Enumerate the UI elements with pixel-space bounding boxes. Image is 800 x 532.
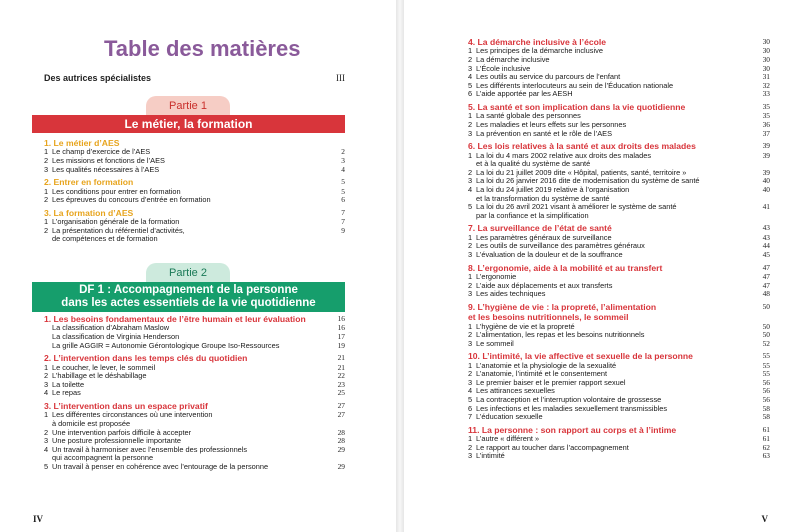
section-number: 3 — [468, 249, 473, 259]
section-page: 47 — [762, 271, 770, 281]
section-page: 58 — [762, 412, 770, 422]
section-page: 50 — [762, 321, 770, 331]
section-entry[interactable] — [468, 290, 770, 299]
section-number: 2 — [44, 195, 49, 205]
section-title: Les maladies et leurs effets sur les personnes — [476, 119, 627, 129]
section-page: 39 — [762, 150, 770, 160]
section-title: L’évaluation de la douleur et de la souffrance — [476, 249, 623, 259]
folio-left: IV — [33, 514, 44, 524]
chapter-entry[interactable] — [468, 302, 770, 323]
chapter-page: 43 — [762, 223, 770, 233]
section-page: 19 — [337, 340, 345, 350]
section-page: 29 — [337, 444, 345, 454]
section-title: L’intimité — [476, 451, 505, 461]
section-page: 27 — [337, 410, 345, 420]
section-page: 43 — [762, 232, 770, 242]
section-title: Les outils au service du parcours de l’enfant — [476, 72, 621, 82]
section-number: 2 — [468, 330, 473, 340]
section-title: Les outils de surveillance des paramètres généraux — [476, 241, 645, 251]
chapter-title: 3. La formation d’AES — [44, 207, 134, 218]
section-entry[interactable] — [44, 166, 345, 175]
section-page: 50 — [762, 330, 770, 340]
section-number: 1 — [44, 217, 49, 227]
section-entry[interactable] — [44, 372, 345, 381]
section-number: 1 — [468, 321, 473, 331]
section-title: La loi du 26 janvier 2016 dite de modernisation du système de santé — [476, 176, 700, 186]
left-page — [0, 0, 396, 532]
chapter-title: 4. La démarche inclusive à l’école — [468, 37, 607, 47]
chapter-title: 3. L’intervention dans un espace privatif — [44, 400, 208, 411]
section-title: L’anatomie et la physiologie de la sexualité — [476, 360, 617, 370]
section-number: 1 — [468, 271, 473, 281]
part2-tab: Partie 2 — [146, 263, 230, 283]
section-title: L’ergonomie — [476, 271, 517, 281]
section-number: 5 — [468, 80, 473, 90]
section-entry[interactable] — [44, 411, 345, 428]
section-entry[interactable] — [468, 186, 770, 203]
section-number: 3 — [44, 379, 49, 389]
chapter-page: 61 — [762, 424, 770, 434]
section-page: 37 — [762, 128, 770, 138]
section-number: 5 — [468, 395, 473, 405]
part2-toc — [44, 311, 345, 472]
section-title: L’autre « différent » — [476, 434, 540, 444]
section-title: La grille AGGIR = Autonomie Gérontologique Groupe Iso-Ressources — [52, 340, 280, 350]
section-entry[interactable] — [44, 227, 345, 244]
section-entry[interactable] — [468, 152, 770, 169]
section-page: 28 — [337, 436, 345, 446]
section-title: Le premier baiser et le premier rapport sexuel — [476, 377, 626, 387]
section-page: 55 — [762, 369, 770, 379]
chapter-title: 2. Entrer en formation — [44, 177, 134, 188]
section-title: L’anatomie, l’intimité et le consentement — [476, 369, 608, 379]
chapter-page: 50 — [762, 301, 770, 311]
chapter-entry[interactable] — [468, 141, 770, 151]
section-title: Les missions et fonctions de l’AES — [52, 156, 165, 165]
section-number: 2 — [468, 369, 473, 379]
chapter-page: 7 — [341, 207, 345, 217]
preface-page: III — [336, 73, 345, 83]
section-page: 39 — [762, 167, 770, 177]
section-title: L’alimentation, les repas et les besoins nutritionnels — [476, 330, 645, 340]
book-gutter — [396, 0, 404, 532]
section-page: 9 — [341, 225, 345, 235]
section-page: 29 — [337, 461, 345, 471]
section-page: 5 — [341, 186, 345, 196]
section-entry[interactable] — [44, 389, 345, 398]
section-number: 3 — [468, 63, 473, 73]
section-entry[interactable] — [468, 452, 770, 461]
section-title: La loi du 26 avril 2021 visant à améliorer le système de santé — [476, 202, 677, 212]
right-toc — [468, 34, 770, 461]
section-page: 55 — [762, 360, 770, 370]
section-number: 3 — [468, 289, 473, 299]
section-entry[interactable] — [44, 446, 345, 463]
preface-entry[interactable] — [44, 73, 345, 83]
chapter-page: 27 — [337, 400, 345, 410]
section-number: 4 — [468, 386, 473, 396]
section-number: 4 — [44, 444, 49, 454]
section-page: 3 — [341, 156, 345, 165]
section-number: 2 — [468, 241, 473, 251]
section-entry[interactable] — [468, 413, 770, 422]
section-title: L’éducation sexuelle — [476, 412, 543, 422]
section-page: 17 — [337, 332, 345, 341]
section-title: de compétences et de formation — [52, 234, 158, 244]
section-page: 23 — [337, 379, 345, 389]
section-title: par la confiance et la simplification — [476, 210, 589, 220]
chapter-page: 30 — [762, 37, 770, 46]
section-title: Les différentes circonstances où une intervention — [52, 410, 213, 420]
section-page: 25 — [337, 388, 345, 398]
section-title: La contraception et l’interruption volontaire de grossesse — [476, 395, 662, 405]
section-entry[interactable] — [44, 196, 345, 205]
section-number: 5 — [44, 461, 49, 471]
section-page: 36 — [762, 119, 770, 129]
section-title: et à la qualité du système de santé — [476, 159, 591, 169]
chapter-page: 5 — [341, 177, 345, 187]
right-page — [404, 0, 800, 532]
section-page: 44 — [762, 241, 770, 251]
section-page: 4 — [341, 164, 345, 174]
section-number: 2 — [44, 371, 49, 381]
section-title: Le champ d’exercice de l’AES — [52, 147, 151, 157]
section-page: 30 — [762, 46, 770, 56]
chapter-title-line2: et les besoins nutritionnels, le sommeil — [468, 312, 629, 323]
section-number: 1 — [468, 434, 473, 444]
section-page: 30 — [762, 55, 770, 64]
section-entry[interactable] — [44, 381, 345, 390]
chapter-title: 2. L’intervention dans les temps clés du quotidien — [44, 353, 248, 364]
part1-title: Le métier, la formation — [32, 115, 345, 133]
section-page: 41 — [762, 202, 770, 212]
section-number: 3 — [468, 451, 473, 461]
section-title: à domicile est proposée — [52, 418, 131, 428]
section-title: et la transformation du système de santé — [476, 193, 610, 203]
section-title: Un travail à harmoniser avec l’ensemble des professionnels — [52, 444, 248, 454]
section-title: La loi du 24 juillet 2019 relative à l’organisation — [476, 184, 630, 194]
section-title: La santé globale des personnes — [476, 111, 581, 121]
section-title: La classification de Virginia Henderson — [52, 332, 180, 341]
section-page: 40 — [762, 176, 770, 186]
section-title: Le coucher, le lever, le sommeil — [52, 362, 156, 372]
preface-label: Des autrices spécialistes — [44, 73, 152, 83]
section-title: Le rapport au toucher dans l’accompagnement — [476, 442, 629, 452]
section-page: 47 — [762, 280, 770, 290]
section-page: 40 — [762, 184, 770, 194]
chapter-page: 21 — [337, 353, 345, 363]
section-number: 1 — [468, 150, 473, 160]
section-entry[interactable] — [468, 90, 770, 99]
section-title: Les paramètres généraux de surveillance — [476, 232, 612, 242]
section-page: 21 — [337, 362, 345, 372]
section-title: Les principes de la démarche inclusive — [476, 46, 603, 56]
section-number: 6 — [468, 89, 473, 99]
part1-tab: Partie 1 — [146, 96, 230, 116]
section-title: Les épreuves du concours d’entrée en formation — [52, 195, 211, 205]
section-number: 1 — [44, 147, 49, 157]
section-title: L’aide aux déplacements et aux transferts — [476, 280, 613, 290]
section-title: Les différents interlocuteurs au sein de l’Éducation nationale — [476, 80, 674, 90]
section-title: L’organisation générale de la formation — [52, 217, 180, 227]
section-title: Un travail à penser en cohérence avec l’entourage de la personne — [52, 461, 269, 471]
section-number: 3 — [44, 164, 49, 174]
section-page: 61 — [762, 434, 770, 444]
chapter-title: 7. La surveillance de l’état de santé — [468, 223, 612, 234]
section-page: 28 — [337, 427, 345, 437]
section-entry[interactable] — [468, 251, 770, 260]
chapter-title: 1. Le métier d’AES — [44, 138, 120, 148]
section-number: 4 — [468, 184, 473, 194]
section-title: Une intervention parfois difficile à accepter — [52, 427, 192, 437]
section-entry[interactable] — [468, 444, 770, 453]
section-number: 2 — [44, 225, 49, 235]
section-page: 31 — [762, 72, 770, 82]
section-title: La démarche inclusive — [476, 55, 550, 64]
section-number: 3 — [44, 436, 49, 446]
section-title: L’hygiène de vie et la propreté — [476, 321, 575, 331]
section-page: 56 — [762, 377, 770, 387]
section-title: La toilette — [52, 379, 85, 389]
part2-title-line1: DF 1 : Accompagnement de la personne — [79, 284, 298, 296]
page-title: Table des matières — [104, 36, 301, 61]
chapter-page: 47 — [762, 262, 770, 272]
section-page: 30 — [762, 63, 770, 73]
section-page: 45 — [762, 249, 770, 259]
section-title: La loi du 4 mars 2002 relative aux droits des malades — [476, 150, 652, 160]
part1-toc — [44, 135, 345, 244]
chapter-page: 39 — [762, 141, 770, 151]
chapter-page: 16 — [337, 314, 345, 323]
chapter-title: 11. La personne : son rapport au corps et à l’intime — [468, 424, 677, 435]
section-title: Les qualités nécessaires à l’AES — [52, 164, 160, 174]
section-number: 1 — [468, 232, 473, 242]
section-title: L’habillage et le déshabillage — [52, 371, 147, 381]
section-title: Les conditions pour entrer en formation — [52, 186, 181, 196]
section-number: 2 — [468, 442, 473, 452]
section-page: 7 — [341, 217, 345, 227]
section-page: 52 — [762, 338, 770, 348]
section-title: Le repas — [52, 388, 81, 398]
section-page: 48 — [762, 289, 770, 299]
chapter-title: 6. Les lois relatives à la santé et aux droits des malades — [468, 141, 696, 152]
section-number: 2 — [468, 167, 473, 177]
section-number: 1 — [468, 46, 473, 56]
folio-right: V — [761, 514, 768, 524]
section-title: L’École inclusive — [476, 63, 531, 73]
chapter-page: 55 — [762, 351, 770, 361]
section-number: 2 — [468, 55, 473, 64]
section-title: La classification d’Abraham Maslow — [52, 323, 170, 333]
section-number: 4 — [468, 72, 473, 82]
section-number: 1 — [44, 362, 49, 372]
chapter-title: 9. L’hygiène de vie : la propreté, l’alimentation — [468, 301, 657, 312]
section-number: 6 — [468, 403, 473, 413]
section-number: 1 — [44, 186, 49, 196]
section-page: 22 — [337, 371, 345, 381]
section-title: Les attirances sexuelles — [476, 386, 555, 396]
section-title: Les aides techniques — [476, 289, 546, 299]
chapter-title: 5. La santé et son implication dans la vie quotidienne — [468, 101, 686, 112]
section-entry[interactable] — [468, 340, 770, 349]
section-entry[interactable] — [468, 130, 770, 139]
section-number: 2 — [468, 280, 473, 290]
section-title: La présentation du référentiel d’activités, — [52, 225, 185, 235]
section-title: La loi du 21 juillet 2009 dite « Hôpital, patients, santé, territoire » — [476, 167, 687, 177]
section-title: L’aide apportée par les AESH — [476, 89, 573, 99]
section-page: 63 — [762, 451, 770, 461]
section-number: 1 — [44, 410, 49, 420]
section-title: Les infections et les maladies sexuellement transmissibles — [476, 403, 668, 413]
section-number: 1 — [468, 360, 473, 370]
section-title: qui accompagnent la personne — [52, 453, 154, 463]
section-title: La prévention en santé et le rôle de l’AES — [476, 128, 612, 138]
section-number: 3 — [468, 128, 473, 138]
section-page: 56 — [762, 386, 770, 396]
section-number: 4 — [44, 388, 49, 398]
section-entry[interactable] — [468, 203, 770, 220]
section-title: Le sommeil — [476, 338, 514, 348]
section-page: 56 — [762, 395, 770, 405]
section-page: 35 — [762, 111, 770, 121]
part2-title-line2: dans les actes essentiels de la vie quotidienne — [61, 297, 316, 309]
chapter-page: 35 — [762, 101, 770, 111]
part2-title — [32, 282, 345, 312]
section-page: 32 — [762, 80, 770, 90]
section-page: 16 — [337, 323, 345, 333]
chapter-title: 8. L’ergonomie, aide à la mobilité et au transfert — [468, 262, 663, 273]
section-entry[interactable] — [44, 342, 345, 351]
section-page: 58 — [762, 403, 770, 413]
section-number: 3 — [468, 176, 473, 186]
section-title: Une posture professionnelle importante — [52, 436, 182, 446]
chapter-title: 1. Les besoins fondamentaux de l’être humain et leur évaluation — [44, 314, 306, 324]
section-number: 2 — [468, 119, 473, 129]
section-number: 5 — [468, 202, 473, 212]
section-page: 2 — [341, 147, 345, 157]
section-number: 2 — [44, 427, 49, 437]
section-page: 6 — [341, 195, 345, 205]
section-number: 7 — [468, 412, 473, 422]
section-page: 62 — [762, 442, 770, 452]
section-number: 3 — [468, 338, 473, 348]
chapter-title: 10. L’intimité, la vie affective et sexuelle de la personne — [468, 351, 693, 362]
section-number: 3 — [468, 377, 473, 387]
section-entry[interactable] — [44, 463, 345, 472]
section-page: 33 — [762, 89, 770, 99]
section-number: 1 — [468, 111, 473, 121]
section-number: 2 — [44, 156, 49, 165]
